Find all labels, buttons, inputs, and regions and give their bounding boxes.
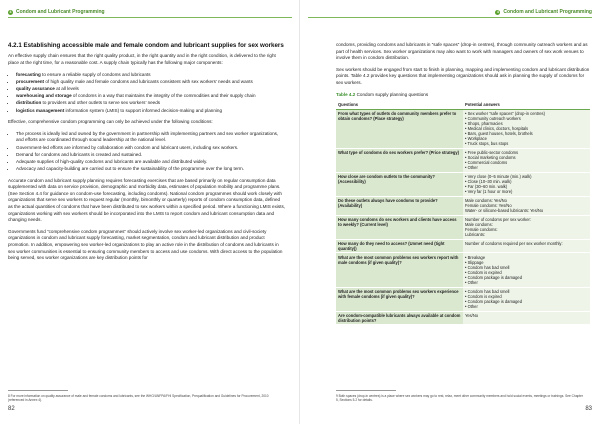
header-title: Condom and Lubricant Programming: [503, 9, 592, 15]
question-cell: What type of condoms do sex workers prefer? (Price strategy): [336, 148, 463, 172]
component-text: at all levels: [54, 85, 79, 91]
question-cell: What are the most common problems sex workers report with male condoms (if given quality)?: [336, 253, 463, 287]
answer-item: • Condom is expired: [465, 294, 588, 299]
answer-item: • Sex worker “safe spaces” (drop-in centres): [465, 111, 588, 116]
question-cell: Are condom-compatible lubricants always available at condom distribution points?: [336, 311, 463, 325]
component-text: of condoms in a way that maintains the integrity of the commodities and their supply chain: [71, 93, 256, 99]
answer-item: • Condom has bad smell: [465, 289, 588, 294]
component-term: logistics management: [16, 107, 65, 113]
answer-cell: [463, 311, 590, 325]
left-content: [8, 42, 286, 267]
answer-cell: [463, 148, 590, 172]
footnote-rule: [8, 390, 68, 391]
answer-item: Water- or silicone-based lubricants: Yes/No: [465, 208, 544, 214]
continued-paragraph: condoms, providing condoms and lubricants in “safe spaces” (drop-in centres), through community outreach workers and as part of health services. Sex worker organizations may also want to work with managers and owners of sex work venues to involve them in condom distribution.: [336, 42, 588, 61]
answer-item: • Medical clinics, doctors, hospitals: [465, 126, 588, 131]
section-marker-icon: 4: [9, 9, 12, 14]
table-caption-label: Table 4.2: [336, 91, 356, 97]
component-text: to ensure a reliable supply of condoms and lubricants: [40, 71, 151, 77]
answer-item: • Shops, pharmacies: [465, 121, 588, 126]
right-content: [336, 42, 590, 325]
answer-cell: [463, 196, 590, 215]
answer-item: Female condoms:: [465, 227, 498, 233]
answer-cell: [463, 172, 590, 196]
table-caption-text: Condom supply planning questions: [355, 91, 429, 97]
answer-item: • Condom package is damaged: [465, 275, 588, 280]
question-cell: How many condoms do sex workers and clients have access to weekly? (Current level): [336, 215, 463, 239]
component-item: [16, 86, 286, 93]
footnote-rule: [336, 390, 396, 391]
component-item: [16, 79, 286, 86]
footnote: 8 For more information on quality assurance of male and female condoms and lubricants, see the WHO/UNFPA/FHI Specification, Prequalification and Guidelines for Procurement, 2010 (referenced in Annex 4).: [8, 393, 269, 402]
effective-intro: Effective, comprehensive condom programming can only be achieved under the following conditions:: [8, 119, 213, 125]
answer-item: Male condoms: Yes/No: [465, 198, 507, 204]
answer-item: • Breakage: [465, 255, 588, 260]
answer-cell: [463, 215, 590, 239]
answer-list: [465, 150, 588, 170]
table-row: [336, 239, 590, 253]
table-row: [336, 215, 590, 239]
answer-item: Number of condoms per sex worker:: [465, 216, 531, 222]
condition-item: • The process is ideally led and owned by the government in partnership with implementing partners and sex worker organizations, and efforts are coordinated through sound leadership at the national level.: [16, 131, 286, 144]
page-number: 82: [8, 406, 15, 412]
answer-item: • Condom is expired: [465, 270, 588, 275]
table-header-questions: Questions: [336, 101, 463, 109]
table-row: [336, 109, 590, 148]
component-item: [16, 100, 286, 107]
component-item: [16, 93, 286, 100]
component-text: information system (LMIS) to support informed decision-making and planning: [64, 107, 223, 113]
answer-cell: [463, 239, 590, 253]
answer-item: • Slippage: [465, 260, 588, 265]
answer-item: Yes/No: [465, 312, 479, 318]
answer-item: • Very close (0–5 minute (min.) walk): [465, 174, 588, 179]
engage-paragraph: Sex workers should be engaged from start to finish in planning, mapping and implementing condom and lubricant distribution points. Table 4.2 provides key questions that implementing organizations should ask in planning the supply of condoms for sex workers.: [336, 66, 590, 85]
question-cell: From what types of outlets do community members prefer to obtain condoms? (Place strategy): [336, 109, 463, 148]
answer-item: • Bars, guest houses, hotels, brothels: [465, 131, 588, 136]
answer-item: • Condom package is damaged: [465, 299, 588, 304]
running-header: [8, 9, 105, 15]
component-term: quality assurance: [16, 85, 55, 91]
answer-item: • Other: [465, 304, 588, 309]
component-term: distribution: [16, 100, 42, 106]
footnote: 9 Both spaces (drop-in centres) is a place where sex workers may go to rest, relax, meet other community members and hold social events, meetings or trainings. See Chapter 5, Sections 5.2 for details.: [336, 393, 583, 402]
answer-list: [465, 313, 588, 318]
answer-list: [465, 217, 588, 237]
intro-paragraph: An effective supply chain ensures that the right quality product, in the right quantity and in the right condition, is delivered to the right place at the right time, for a reasonable cost. A supply chain typically has the following major components:: [8, 53, 276, 65]
answer-cell: [463, 253, 590, 287]
header-title: Condom and Lubricant Programming: [16, 9, 105, 15]
component-term: procurement: [16, 78, 45, 84]
conditions-list: [8, 131, 286, 173]
answer-item: • Workplace: [465, 136, 588, 141]
answer-list: [465, 111, 588, 147]
section-title: 4.2.1 Establishing accessible male and female condom and lubricant supplies for sex workers: [8, 42, 284, 49]
answer-list: [465, 198, 588, 213]
answer-list: [465, 241, 588, 246]
forecast-paragraph: Accurate condom and lubricant supply planning requires forecasting exercises that are based primarily on regular consumption data supplemented with data on service provision, demographic and morbidity data, estimates of population mobility and programme plans. (See Section 4.4 for guidance on condom-use forecasting, including condoms). National condom programmes should work closely with organizations that serve sex workers to request regular (monthly, bimonthly or quarterly) reports of condom consumption data, defined as the actual quantities of condoms that have been distributed to sex workers within a specified period. Where a functioning LMIS exists, organizations working with sex workers should be incorporated into the LMIS to report condom and lubricant consumption data and changing needs.: [8, 177, 286, 223]
right-page: [300, 0, 600, 424]
answer-item: Number of condoms required per sex worker monthly:: [465, 240, 563, 246]
running-header: [495, 9, 592, 15]
answer-item: • Close (10–30 min. walk): [465, 179, 588, 184]
table-caption: [336, 92, 590, 99]
answer-item: Female condoms: Yes/No: [465, 203, 512, 209]
answer-list: [465, 289, 588, 309]
answer-list: [465, 255, 588, 286]
section-marker-icon: 4: [496, 9, 499, 14]
answer-cell: [463, 287, 590, 311]
condition-item: • Government-led efforts are informed by collaboration with condom and lubricant users, including sex workers.: [16, 145, 286, 152]
component-term: warehousing and storage: [16, 93, 72, 99]
answer-item: • Other: [465, 165, 588, 170]
condition-item: • Adequate supplies of high-quality condoms and lubricants are available and distributed widely.: [16, 159, 286, 166]
question-cell: How close are condom outlets to the community? (Accessibility): [336, 172, 463, 196]
page-number: 83: [585, 406, 592, 412]
table-row: [336, 253, 590, 287]
table-body: [336, 109, 590, 325]
government-paragraph: Governments fund “comprehensive condom programmes” should actively involve sex worker-led organizations and civil-society organizations in condom and lubricant supply forecasting, market segmentation, condom and lubricant distribution and product promotion. In addition, empowering sex worker-led organizations to play an active role in the distribution of condoms and lubricants in sex worker communities is essential to ensuring community members to access and use condoms. With direct access to the population being served, sex worker organizations are key distribution points for: [8, 228, 283, 261]
answer-list: [465, 174, 588, 194]
header-rule: [308, 17, 592, 18]
header-rule: [8, 17, 292, 18]
question-cell: How many do they need to access? (Unmet need (tight quantity)): [336, 239, 463, 253]
answer-item: • Condom has bad smell: [465, 265, 588, 270]
component-term: forecasting: [16, 71, 41, 77]
answer-item: Lubricants:: [465, 232, 486, 238]
table-row: [336, 196, 590, 215]
table-row: [336, 311, 590, 325]
components-list: [8, 72, 286, 115]
condition-item: • Advocacy and capacity-building are carried out to ensure the sustainability of the programme over the long term.: [16, 166, 286, 173]
condition-item: • Demand for condoms and lubricants is created and sustained.: [16, 152, 286, 159]
answer-item: • Free public-sector condoms: [465, 150, 588, 155]
answer-item: • Truck stops, bus stops: [465, 141, 588, 146]
answer-item: • Commercial condoms: [465, 160, 588, 165]
answer-item: • Far (30–60 min. walk): [465, 184, 588, 189]
answer-item: • Very far (1 hour or more): [465, 189, 588, 194]
answer-item: • Community outreach workers: [465, 116, 588, 121]
component-text: of high quality male and female condoms and lubricants consistent with sex workers’ needs and wants: [44, 78, 253, 84]
answer-item: • Social marketing condoms: [465, 155, 588, 160]
answer-item: • Other: [465, 280, 588, 285]
supply-planning-table: [336, 101, 590, 325]
component-item: [16, 108, 286, 115]
question-cell: What are the most common problems sex workers experience with female condoms (if given quality)?: [336, 287, 463, 311]
table-row: [336, 148, 590, 172]
table-row: [336, 287, 590, 311]
answer-item: Male condoms:: [465, 222, 493, 228]
question-cell: Do these outlets always have condoms to provide? (Availability): [336, 196, 463, 215]
answer-cell: [463, 109, 590, 148]
table-header-answers: Potential answers: [463, 101, 590, 109]
table-row: [336, 172, 590, 196]
component-item: [16, 72, 286, 79]
component-text: to providers and other outlets to serve sex workers’ needs: [41, 100, 161, 106]
